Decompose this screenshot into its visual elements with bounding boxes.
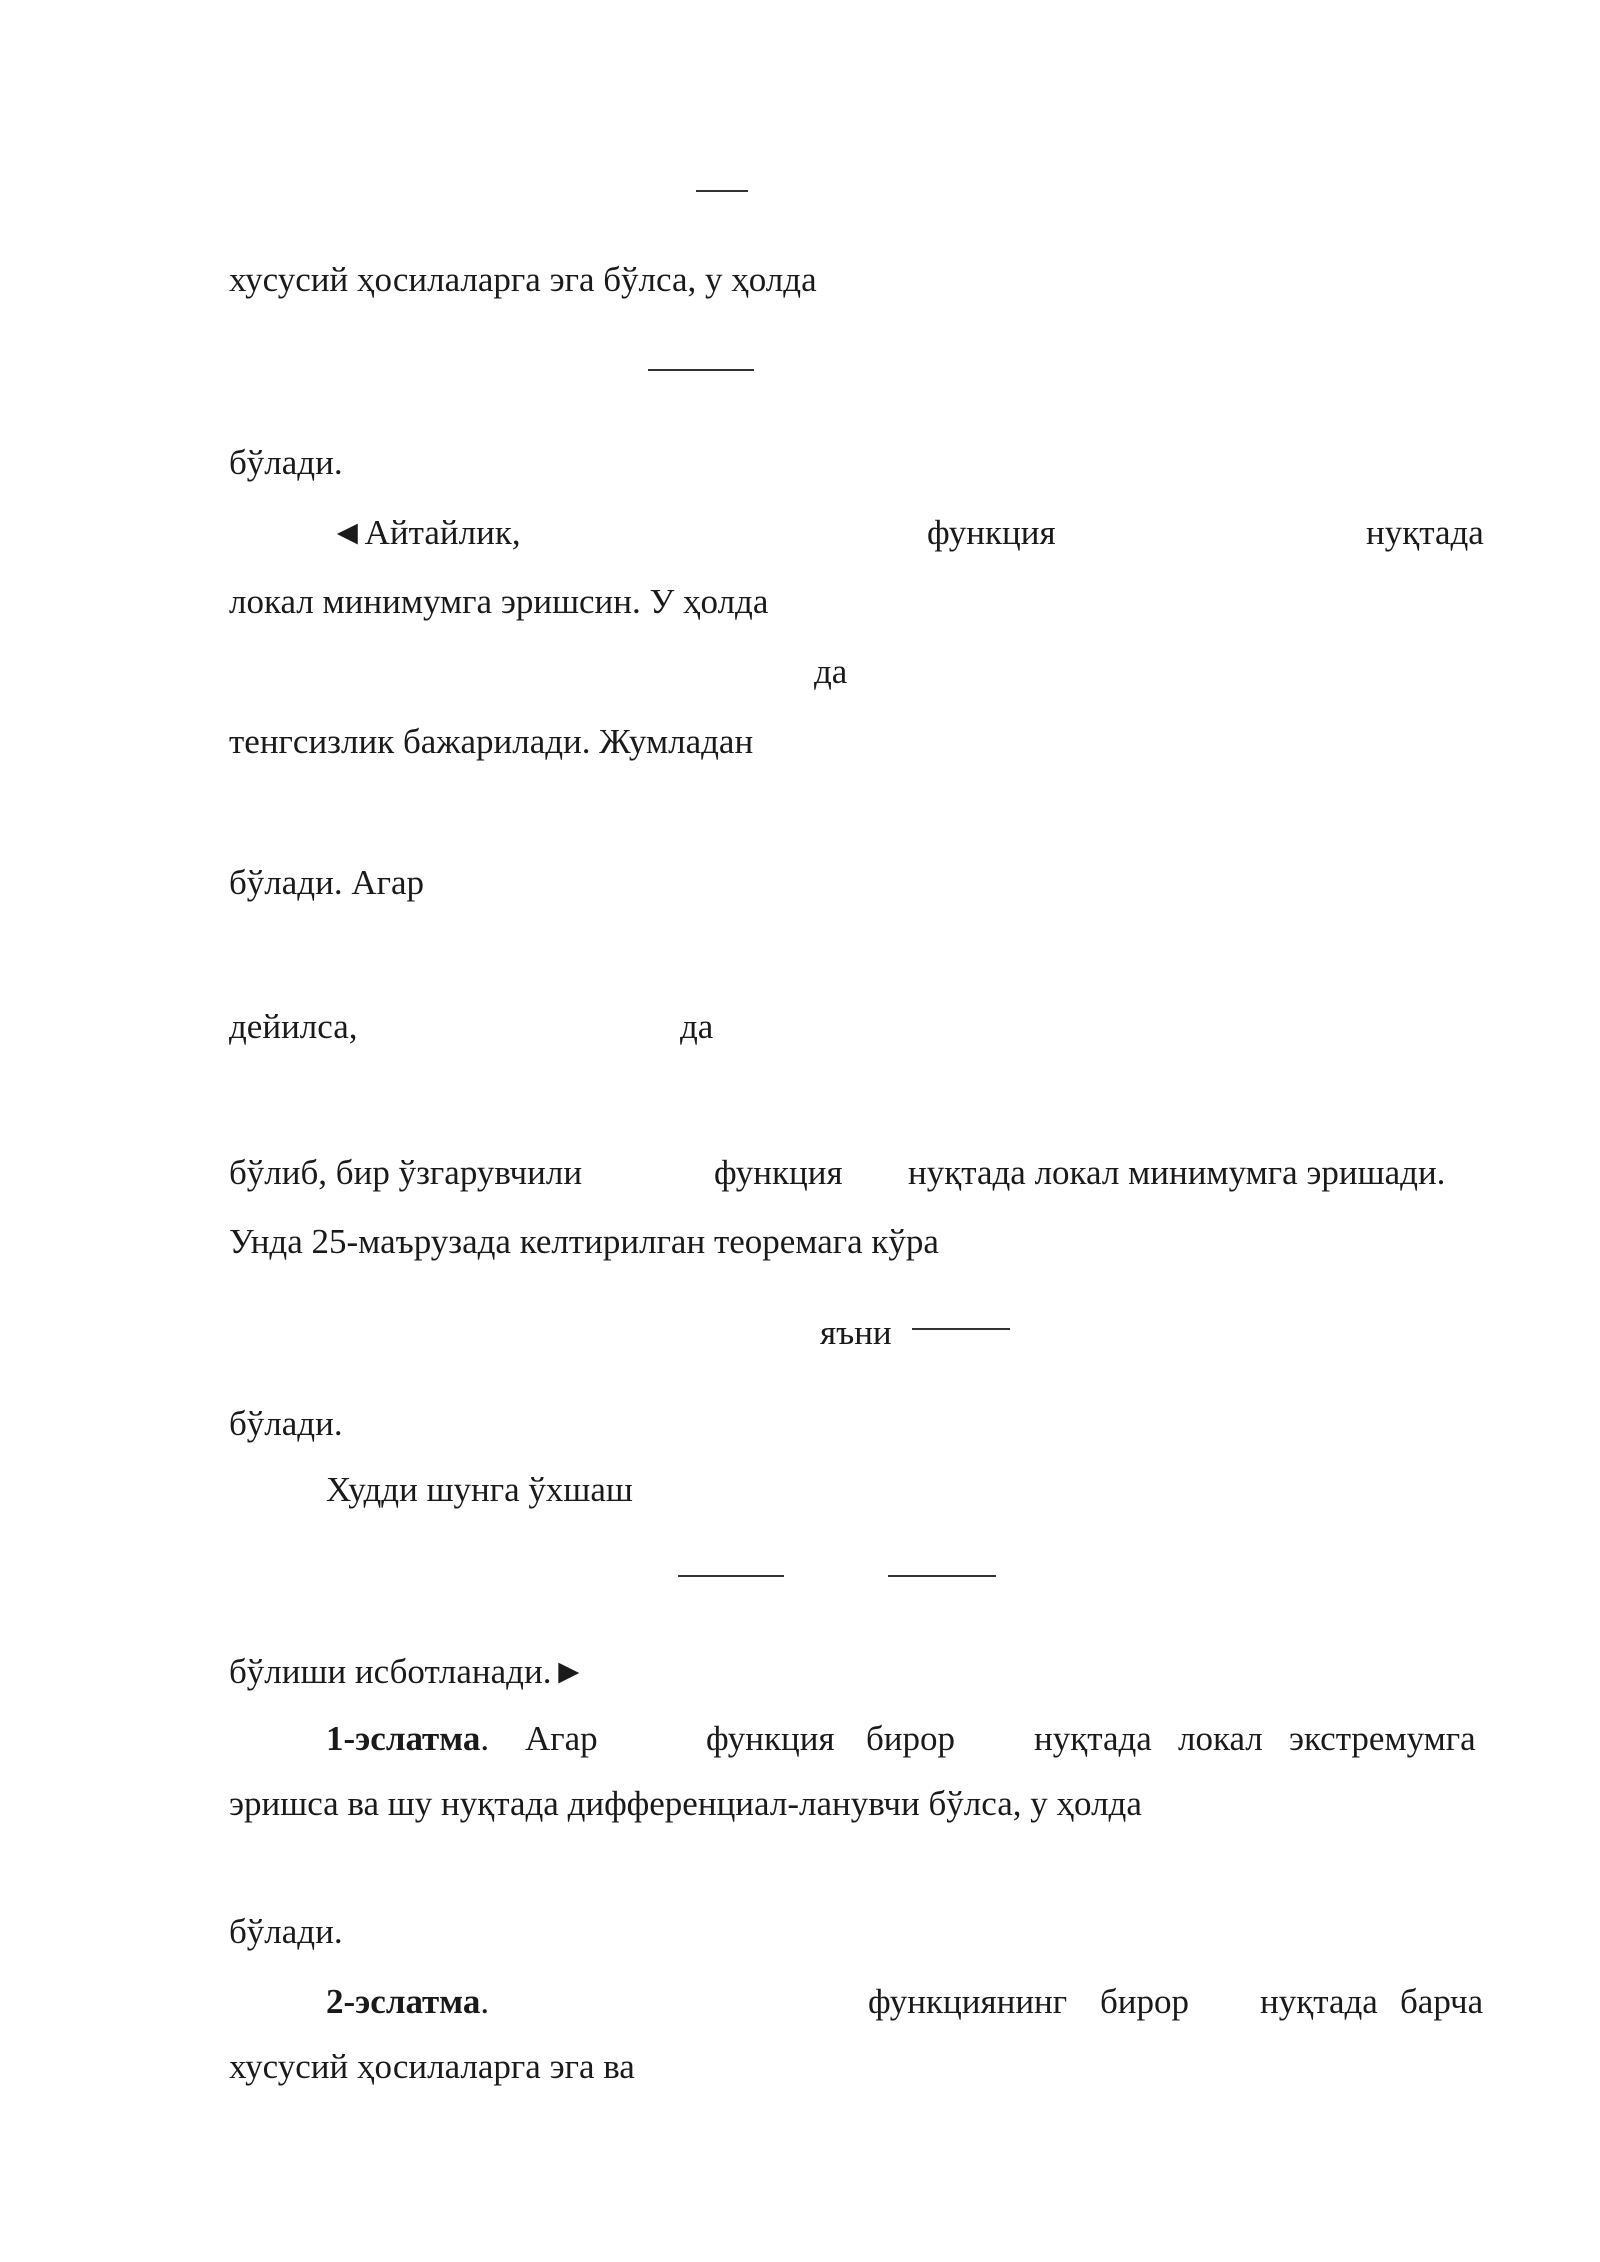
text-fragment: нуқтада: [1034, 1719, 1152, 1758]
text-line: хусусий ҳосилаларга эга ва: [229, 2047, 635, 2086]
text-line: Худди шунга ўхшаш: [326, 1470, 633, 1509]
text-line: локал минимумга эришсин. У ҳолда: [229, 582, 769, 621]
text-line: бўлади.: [229, 1404, 343, 1443]
text-fragment: яъни: [820, 1313, 892, 1352]
text-line: [326, 1980, 489, 2024]
text-fragment: .: [480, 1982, 490, 2021]
text-fragment: барча: [1400, 1982, 1484, 2021]
fraction-bar: [912, 1328, 1010, 1330]
text-fragment: функция: [714, 1153, 843, 1192]
text-line: эришса ва шу нуқтада дифференциал-ланувчи бўлса, у ҳолда: [229, 1784, 1142, 1823]
text-fragment: .: [480, 1719, 490, 1758]
proof-start-icon: ◄: [330, 513, 365, 552]
text-fragment: функция: [706, 1719, 835, 1758]
text-line: Унда 25-маърузада келтирилган теоремага кўра: [229, 1222, 939, 1261]
text-fragment: бирор: [1100, 1982, 1190, 2021]
fraction-bar: [678, 1575, 784, 1577]
text-fragment: да: [680, 1007, 714, 1046]
text-fragment: бирор: [866, 1719, 956, 1758]
note-heading: 2-эслатма: [326, 1982, 481, 2021]
proof-end-icon: ►: [551, 1652, 587, 1691]
text-fragment: Агар: [525, 1719, 598, 1758]
text-fragment: дейилса,: [229, 1007, 358, 1046]
text-fragment: бўлиши исботланади.: [229, 1652, 552, 1691]
text-fragment: да: [814, 652, 848, 691]
fraction-bar: [696, 190, 748, 192]
text-fragment: нуқтада: [1260, 1982, 1378, 2021]
text-line: бўлади. Агар: [229, 863, 425, 902]
text-fragment: функциянинг: [868, 1982, 1068, 2021]
text-line: тенгсизлик бажарилади. Жумладан: [229, 722, 754, 761]
text-fragment: Айтайлик,: [364, 513, 521, 552]
note-heading: 1-эслатма: [326, 1719, 481, 1758]
text-fragment: функция: [927, 513, 1056, 552]
text-fragment: бўлиб, бир ўзгарувчили: [229, 1153, 583, 1192]
text-line: [326, 1717, 489, 1761]
text-fragment: нуқтада локал минимумга эришади.: [908, 1153, 1446, 1192]
text-fragment: экстремумга: [1289, 1719, 1476, 1758]
text-line: [229, 1650, 586, 1694]
text-line: бўлади.: [229, 1912, 343, 1951]
text-line: хусусий ҳосилаларга эга бўлса, у ҳолда: [229, 260, 817, 299]
text-line: [330, 511, 521, 555]
fraction-bar: [648, 369, 754, 371]
text-fragment: локал: [1178, 1719, 1263, 1758]
text-fragment: нуқтада: [1366, 513, 1484, 552]
text-line: бўлади.: [229, 443, 343, 482]
fraction-bar: [888, 1575, 996, 1577]
